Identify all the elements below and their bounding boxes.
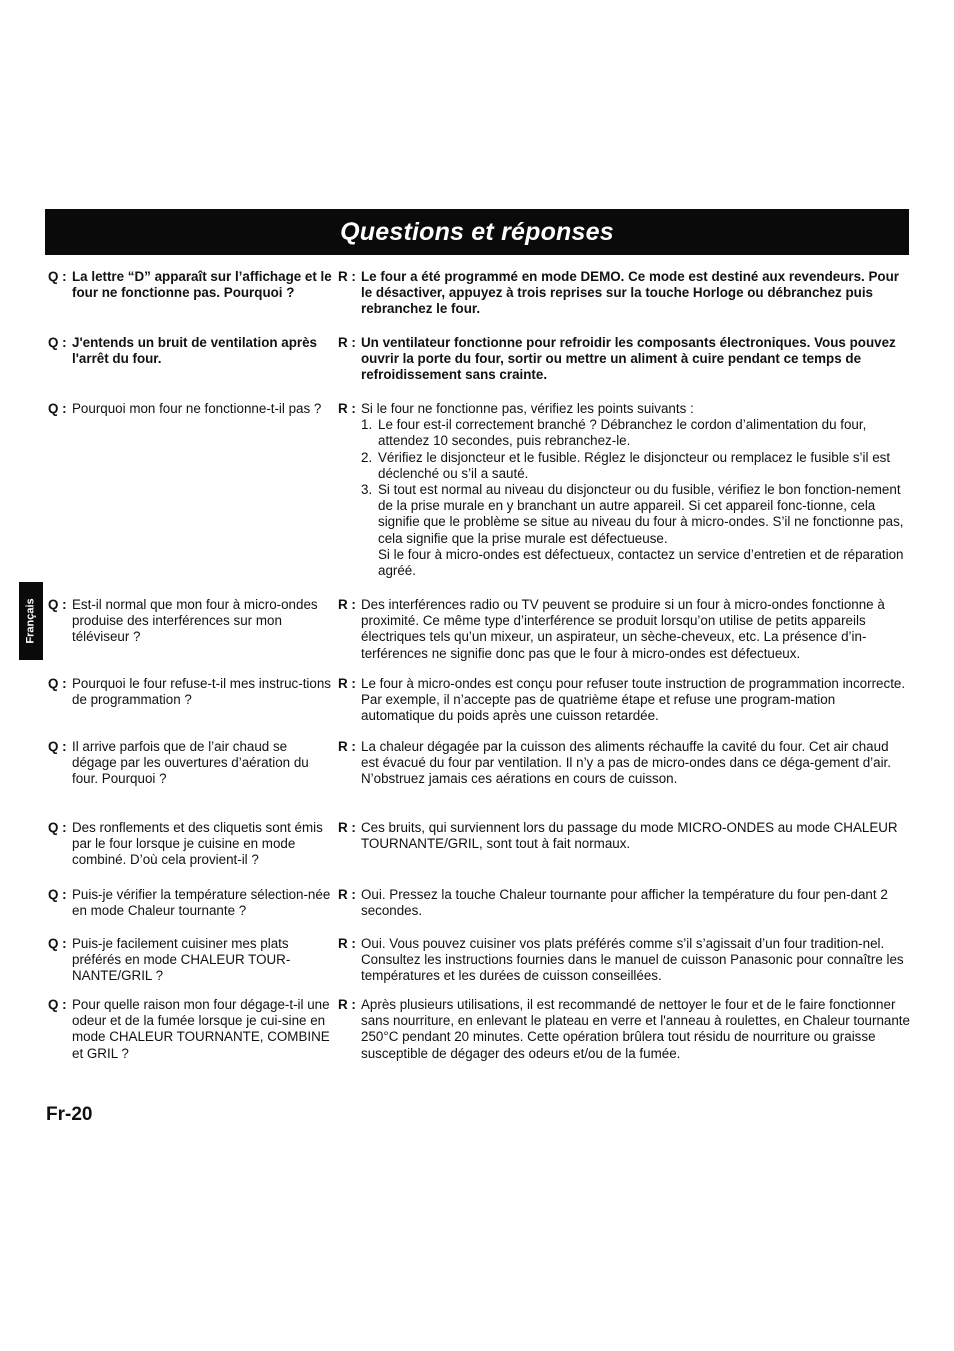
answer [338,936,910,985]
answer-label: R : [338,887,356,902]
answer [338,597,910,662]
answer [338,739,910,788]
question [48,335,333,367]
checklist-text: Si tout est normal au niveau du disjoncteur ou du fusible, vérifiez le bon fonction-nement de la prise murale en y branchant un autre appareil. Si cet appareil fonc-tionne, cela signifie que le problème se situe au niveau du four à micro-ondes. S’il ne fonctionne pas, cela signifie que la prise murale est défectueuse. [378,482,904,546]
answer-label: R : [338,936,356,951]
answer-text: Oui. Vous pouvez cuisiner vos plats préférés comme s’il s’agissait d’un four tradition-nel. Consultez les instructions fournies dans le manuel de cuisson Panasonic pour connaître les températures et les durées de cuisson conseillées. [361,936,904,984]
answer [338,997,910,1062]
question [48,269,333,301]
question-text: Est-il normal que mon four à micro-ondes produise des interférences sur mon téléviseur ? [72,597,318,645]
question-text: La lettre “D” apparaît sur l’affichage et le four ne fonctionne pas. Pourquoi ? [72,269,332,301]
page-title: Questions et réponses [340,217,614,246]
checklist-number: 3. [361,482,373,498]
answer-label: R : [338,676,356,691]
title-bar [45,209,909,255]
answer-text: Un ventilateur fonctionne pour refroidir les composants électroniques. Vous pouvez ouvrir la porte du four, sortir ou mettre un aliment à cuire pendant ce temps de refroidissement sans crainte. [361,335,896,383]
question-label: Q : [48,269,67,284]
answer [338,676,910,725]
language-label: Français [25,598,37,644]
question [48,936,333,985]
answer [338,335,910,384]
question [48,820,333,869]
checklist-number: 1. [361,417,373,433]
question-text: Des ronflements et des cliquetis sont émis par le four lorsque je cuisine en mode combiné. D’où cela provient-il ? [72,820,323,868]
answer-label: R : [338,401,356,416]
answer [338,401,910,579]
answer-text: Ces bruits, qui surviennent lors du passage du mode MICRO-ONDES au mode CHALEUR TOURNANTE/GRIL, sont tout à fait normaux. [361,820,898,852]
answer-text: La chaleur dégagée par la cuisson des aliments réchauffe la cavité du four. Cet air chaud est évacué du four par ventilation. Il n’y a pas de micro-ondes dans ce déga-gement d’air. N’obstruez jamais ces aérations en cours de cuisson. [361,739,891,787]
question-label: Q : [48,676,67,691]
question-text: Puis-je vérifier la température sélection-née en mode Chaleur tournante ? [72,887,331,919]
question [48,401,333,417]
question-label: Q : [48,936,67,951]
answer-text: Des interférences radio ou TV peuvent se produire si un four à micro-ondes fonctionne à proximité. Ce même type d’interférence se produit lorsqu’on utilise de petits appareils électriques tels qu’un mixeur, un aspirateur, un sèche-cheveux, etc. La présence d’in-terférences ne signifie donc pas que le four à micro-ondes est défectueux. [361,597,885,661]
question-label: Q : [48,401,67,416]
answer-label: R : [338,269,356,284]
checklist-item [361,450,910,482]
question-text: Pourquoi mon four ne fonctionne-t-il pas ? [72,401,322,416]
answer-text: Oui. Pressez la touche Chaleur tournante pour afficher la température du four pen-dant 2 secondes. [361,887,888,919]
answer-label: R : [338,597,356,612]
question [48,597,333,646]
answer-label: R : [338,820,356,835]
answer-text: Après plusieurs utilisations, il est recommandé de nettoyer le four et de le faire fonctionner sans nourriture, en enlevant le plateau en verre et l'anneau à roulettes, en Chaleur tournante 250°C pendant 20 minutes. Cette opération brûlera tout résidu de nourriture ou graisse susceptible de dégager des odeurs et/ou de la fumée. [361,997,910,1061]
question-label: Q : [48,820,67,835]
answer [338,887,910,919]
checklist-item [361,482,910,579]
answer-label: R : [338,335,356,350]
answer [338,269,910,318]
question [48,887,333,919]
question-text: J'entends un bruit de ventilation après l'arrêt du four. [72,335,318,367]
question-label: Q : [48,335,67,350]
question-label: Q : [48,597,67,612]
answer-label: R : [338,997,356,1012]
question-label: Q : [48,739,67,754]
question [48,997,333,1062]
checklist-text: Le four est-il correctement branché ? Débranchez le cordon d’alimentation du four, attendez 10 secondes, puis rebranchez-le. [378,417,867,449]
checklist-text: Vérifiez le disjoncteur et le fusible. Réglez le disjoncteur ou remplacez le fusible s’il est déclenché ou s’il a sauté. [378,449,891,481]
question-text: Il arrive parfois que de l’air chaud se dégage par les ouvertures d’aération du four. Pourquoi ? [72,739,309,787]
language-side-tab [19,582,43,660]
question-label: Q : [48,887,67,902]
answer-label: R : [338,739,356,754]
checklist-note: Si le four à micro-ondes est défectueux, contactez un service d’entretien et de réparation agréé. [378,546,904,579]
question [48,739,333,788]
question-label: Q : [48,997,67,1012]
question-text: Pourquoi le four refuse-t-il mes instruc-tions de programmation ? [72,676,331,708]
answer-intro: Si le four ne fonctionne pas, vérifiez les points suivants : [361,401,694,416]
checklist-number: 2. [361,449,373,465]
answer-body [361,401,910,579]
answer [338,820,910,852]
checklist-item [361,417,910,449]
checklist [361,417,910,579]
answer-text: Le four à micro-ondes est conçu pour refuser toute instruction de programmation incorrecte. Par exemple, il n’accepte pas de quatrième étape et refuse une program-mation automatique du poids après une cuisson retardée. [361,676,906,724]
page-number: Fr-20 [46,1104,93,1125]
question [48,676,333,708]
question-text: Pour quelle raison mon four dégage-t-il une odeur et de la fumée lorsque je cui-sine en mode CHALEUR TOURNANTE, COMBINE et GRIL ? [72,997,330,1061]
question-text: Puis-je facilement cuisiner mes plats préférés en mode CHALEUR TOUR-NANTE/GRIL ? [72,936,291,984]
answer-text: Le four a été programmé en mode DEMO. Ce mode est destiné aux revendeurs. Pour le désactiver, appuyez à trois reprises sur la touche Horloge ou débranchez puis rebranchez le four. [361,269,899,317]
